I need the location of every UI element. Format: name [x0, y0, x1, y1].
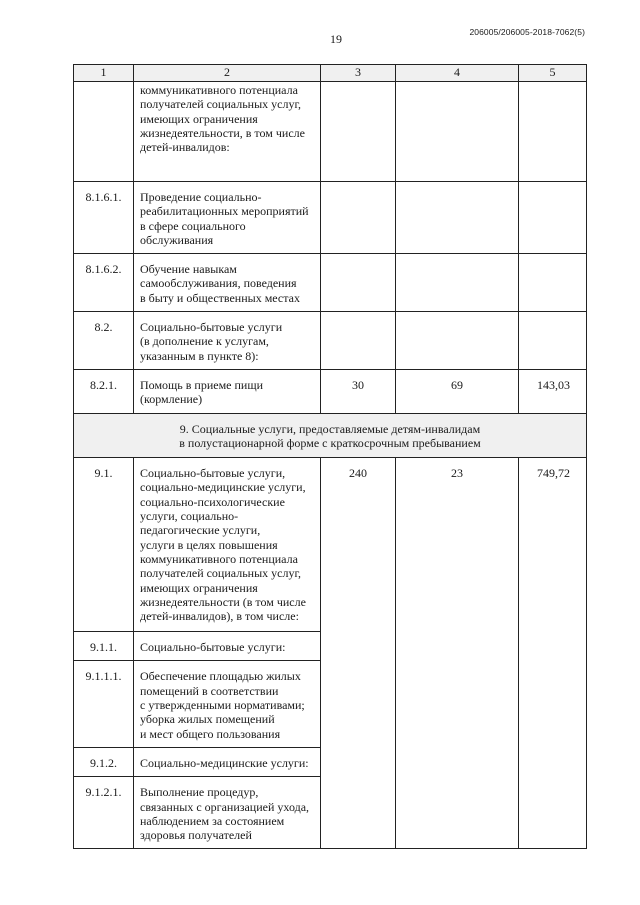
- cell-col5: [519, 254, 587, 312]
- row-number: 9.1.1.: [74, 632, 134, 661]
- table-row: [74, 254, 587, 312]
- row-description: Обучение навыкам самообслуживания, поведения в быту и общественных местах: [134, 254, 321, 312]
- row-number: 9.1.2.: [74, 747, 134, 776]
- cell-col5: 143,03: [519, 369, 587, 413]
- cell-col3: [321, 254, 396, 312]
- section-heading-row: [74, 413, 587, 458]
- table-row: [74, 312, 587, 370]
- column-header-row: [74, 65, 587, 82]
- row-number: 8.2.1.: [74, 369, 134, 413]
- row-number: 8.1.6.2.: [74, 254, 134, 312]
- row-description: Проведение социально- реабилитационных мероприятий в сфере социального обслуживания: [134, 182, 321, 254]
- cell-col3: 240: [321, 458, 396, 849]
- row-description: Социально-бытовые услуги, социально-медицинские услуги, социально-психологические услуги, социально- педагогические услуги, услуги в целях повышения коммуникативного потенциала получателей социальных услуг, имеющих ограничения жизнедеятельности (в том числе детей-инвалидов), в том числе:: [134, 458, 321, 632]
- row-number: 9.1.2.1.: [74, 777, 134, 849]
- row-number: 8.1.6.1.: [74, 182, 134, 254]
- cell-col5: 749,72: [519, 458, 587, 849]
- row-number: 9.1.1.1.: [74, 661, 134, 747]
- col-header-1: 1: [74, 65, 134, 82]
- row-number: 8.2.: [74, 312, 134, 370]
- cell-col4: [396, 312, 519, 370]
- col-header-2: 2: [134, 65, 321, 82]
- section-title: 9. Социальные услуги, предоставляемые детям-инвалидам в полустационарной форме с краткосрочным пребыванием: [74, 413, 587, 458]
- table-row: [74, 458, 587, 632]
- cell-col4: [396, 182, 519, 254]
- col-header-5: 5: [519, 65, 587, 82]
- row-description: Социально-бытовые услуги:: [134, 632, 321, 661]
- cell-col3: [321, 312, 396, 370]
- row-description: Социально-медицинские услуги:: [134, 747, 321, 776]
- row-description: Помощь в приеме пищи (кормление): [134, 369, 321, 413]
- cell-col4: [396, 254, 519, 312]
- table-row: [74, 369, 587, 413]
- row-description: коммуникативного потенциала получателей социальных услуг, имеющих ограничения жизнедеятельности, в том числе детей-инвалидов:: [134, 82, 321, 182]
- table-row: [74, 182, 587, 254]
- cell-col4: [396, 82, 519, 182]
- cell-col3: [321, 82, 396, 182]
- row-description: Обеспечение площадью жилых помещений в соответствии с утвержденными нормативами; уборка жилых помещений и мест общего пользования: [134, 661, 321, 747]
- col-header-4: 4: [396, 65, 519, 82]
- cell-col3: 30: [321, 369, 396, 413]
- cell-col4: 69: [396, 369, 519, 413]
- col-header-3: 3: [321, 65, 396, 82]
- row-description: Выполнение процедур, связанных с организацией ухода, наблюдением за состоянием здоровья получателей: [134, 777, 321, 849]
- document-id: 206005/206005-2018-7062(5): [469, 27, 585, 37]
- row-description: Социально-бытовые услуги (в дополнение к услугам, указанным в пункте 8):: [134, 312, 321, 370]
- cell-col3: [321, 182, 396, 254]
- row-number: 9.1.: [74, 458, 134, 632]
- cell-col5: [519, 312, 587, 370]
- cell-col5: [519, 182, 587, 254]
- cell-col5: [519, 82, 587, 182]
- page-number: 19: [330, 32, 342, 46]
- row-number: [74, 82, 134, 182]
- services-table: [73, 64, 587, 849]
- table-row-continuation: [74, 82, 587, 182]
- cell-col4: 23: [396, 458, 519, 849]
